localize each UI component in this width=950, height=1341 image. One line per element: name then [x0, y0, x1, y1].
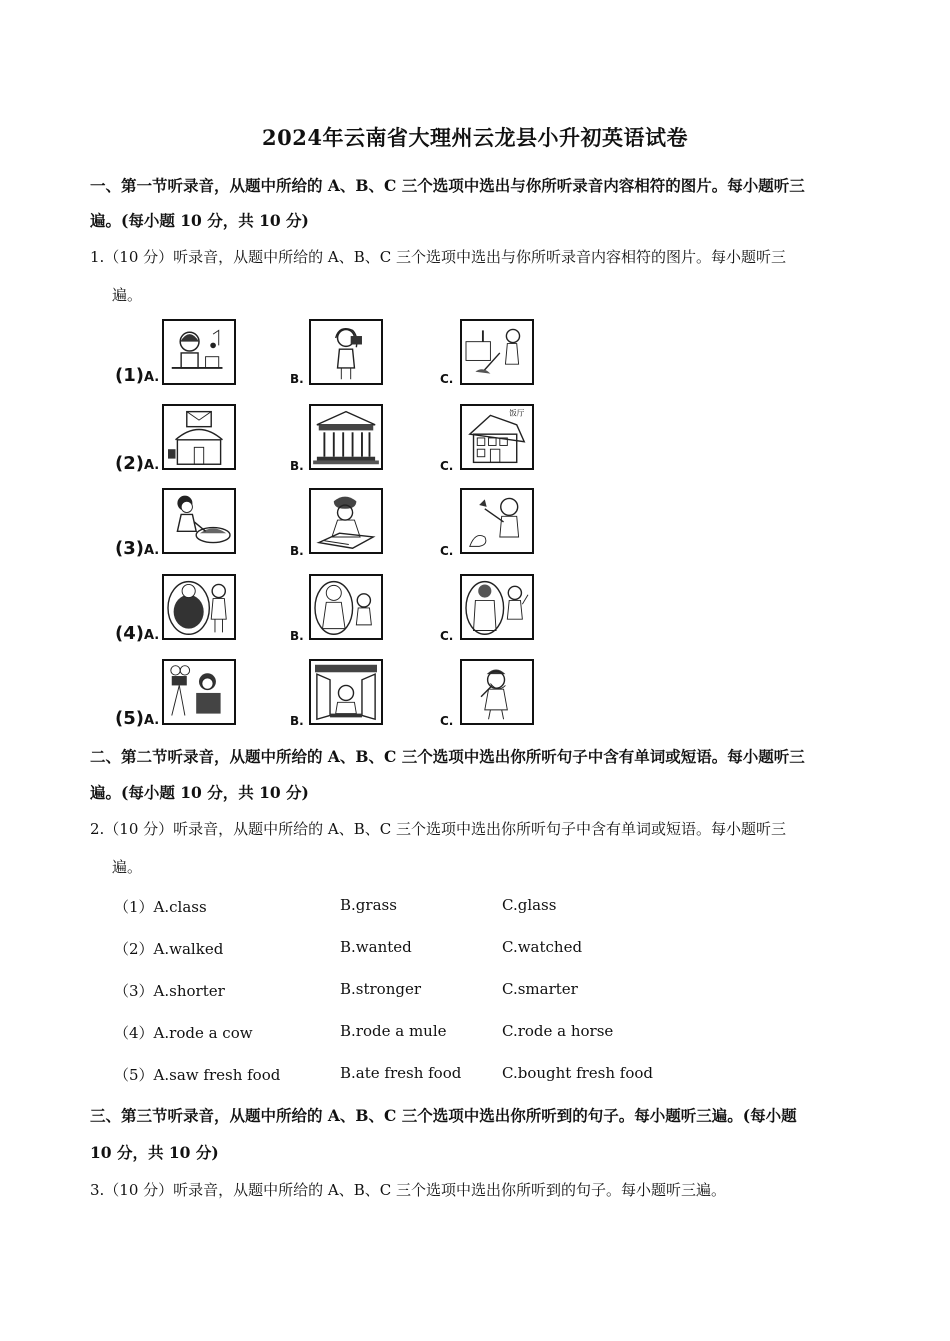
row1-label-c: C.: [440, 372, 454, 386]
page-title: 2024年云南省大理州云龙县小升初英语试卷: [262, 125, 688, 150]
picture-2a-post-office[interactable]: [162, 404, 236, 470]
section3-heading-line2: 10 分，共 10 分): [90, 1143, 219, 1162]
question1-line2: 遍。: [112, 286, 143, 304]
option-2-4a[interactable]: （4）A.rode a cow: [114, 1024, 253, 1042]
section2-heading-line2: 遍。(每小题 10 分，共 10 分): [90, 783, 309, 802]
section3-heading-line1: 三、第三节听录音，从题中所给的 A、B、C 三个选项中选出你所听到的句子。每小题听三遍。(每小题: [90, 1106, 797, 1125]
picture-4b-woman-and-girl[interactable]: [309, 574, 383, 640]
question2-line1: 2.（10 分）听录音，从题中所给的 A、B、C 三个选项中选出你所听句子中含有单词或短语。每小题听三: [90, 820, 787, 838]
option-2-3a[interactable]: （3）A.shorter: [114, 982, 225, 1000]
row2-label-b: B.: [290, 459, 304, 473]
section1-heading-line2: 遍。(每小题 10 分，共 10 分): [90, 211, 309, 230]
row-label-5: (5)A.: [115, 708, 160, 729]
option-2-5a[interactable]: （5）A.saw fresh food: [114, 1066, 281, 1084]
row4-label-b: B.: [290, 629, 304, 643]
picture-5b-boy-at-window[interactable]: [309, 659, 383, 725]
picture-1c-girl-sweeping[interactable]: [460, 319, 534, 385]
option-2-3b[interactable]: B.stronger: [340, 980, 422, 998]
row5-label-c: C.: [440, 714, 454, 728]
picture-3a-girl-washing[interactable]: [162, 488, 236, 554]
option-2-2a[interactable]: （2）A.walked: [114, 940, 224, 958]
picture-1a-girl-at-desk[interactable]: [162, 319, 236, 385]
row5-label-b: B.: [290, 714, 304, 728]
row3-label-b: B.: [290, 544, 304, 558]
picture-5c-boy-sneezing[interactable]: [460, 659, 534, 725]
option-2-5c[interactable]: C.bought fresh food: [502, 1064, 654, 1082]
picture-2b-museum[interactable]: [309, 404, 383, 470]
picture-5a-girl-at-cinema[interactable]: [162, 659, 236, 725]
section1-heading-line1: 一、第一节听录音，从题中所给的 A、B、C 三个选项中选出与你所听录音内容相符的图片。每小题听三: [90, 176, 805, 195]
option-2-3c[interactable]: C.smarter: [502, 980, 578, 998]
option-2-1b[interactable]: B.grass: [340, 896, 397, 914]
option-2-1c[interactable]: C.glass: [502, 896, 557, 914]
option-2-5b[interactable]: B.ate fresh food: [340, 1064, 462, 1082]
question1-line1: 1.（10 分）听录音，从题中所给的 A、B、C 三个选项中选出与你所听录音内容相符的图片。每小题听三: [90, 248, 787, 266]
question2-line2: 遍。: [112, 858, 143, 876]
option-2-2b[interactable]: B.wanted: [340, 938, 412, 956]
row-label-2: (2)A.: [115, 453, 160, 474]
row-label-4: (4)A.: [115, 623, 160, 644]
row1-label-b: B.: [290, 372, 304, 386]
row-label-3: (3)A.: [115, 538, 160, 559]
picture-2c-house[interactable]: [460, 404, 534, 470]
option-2-1a[interactable]: （1）A.class: [114, 898, 207, 916]
picture-2c-caption: 饭厅: [509, 408, 525, 418]
picture-3b-boy-writing[interactable]: [309, 488, 383, 554]
picture-3c-girl-with-kite[interactable]: [460, 488, 534, 554]
option-2-4b[interactable]: B.rode a mule: [340, 1022, 447, 1040]
option-2-4c[interactable]: C.rode a horse: [502, 1022, 614, 1040]
picture-4c-man-and-girl[interactable]: [460, 574, 534, 640]
section2-heading-line1: 二、第二节听录音，从题中所给的 A、B、C 三个选项中选出你所听句子中含有单词或短语。每小题听三: [90, 747, 805, 766]
row4-label-c: C.: [440, 629, 454, 643]
picture-4a-fat-man-and-girl[interactable]: [162, 574, 236, 640]
picture-1b-girl-with-camera[interactable]: [309, 319, 383, 385]
option-2-2c[interactable]: C.watched: [502, 938, 583, 956]
question3-line1: 3.（10 分）听录音，从题中所给的 A、B、C 三个选项中选出你所听到的句子。每小题听三遍。: [90, 1181, 727, 1199]
row-label-1: (1)A.: [115, 365, 160, 386]
row2-label-c: C.: [440, 459, 454, 473]
row3-label-c: C.: [440, 544, 454, 558]
